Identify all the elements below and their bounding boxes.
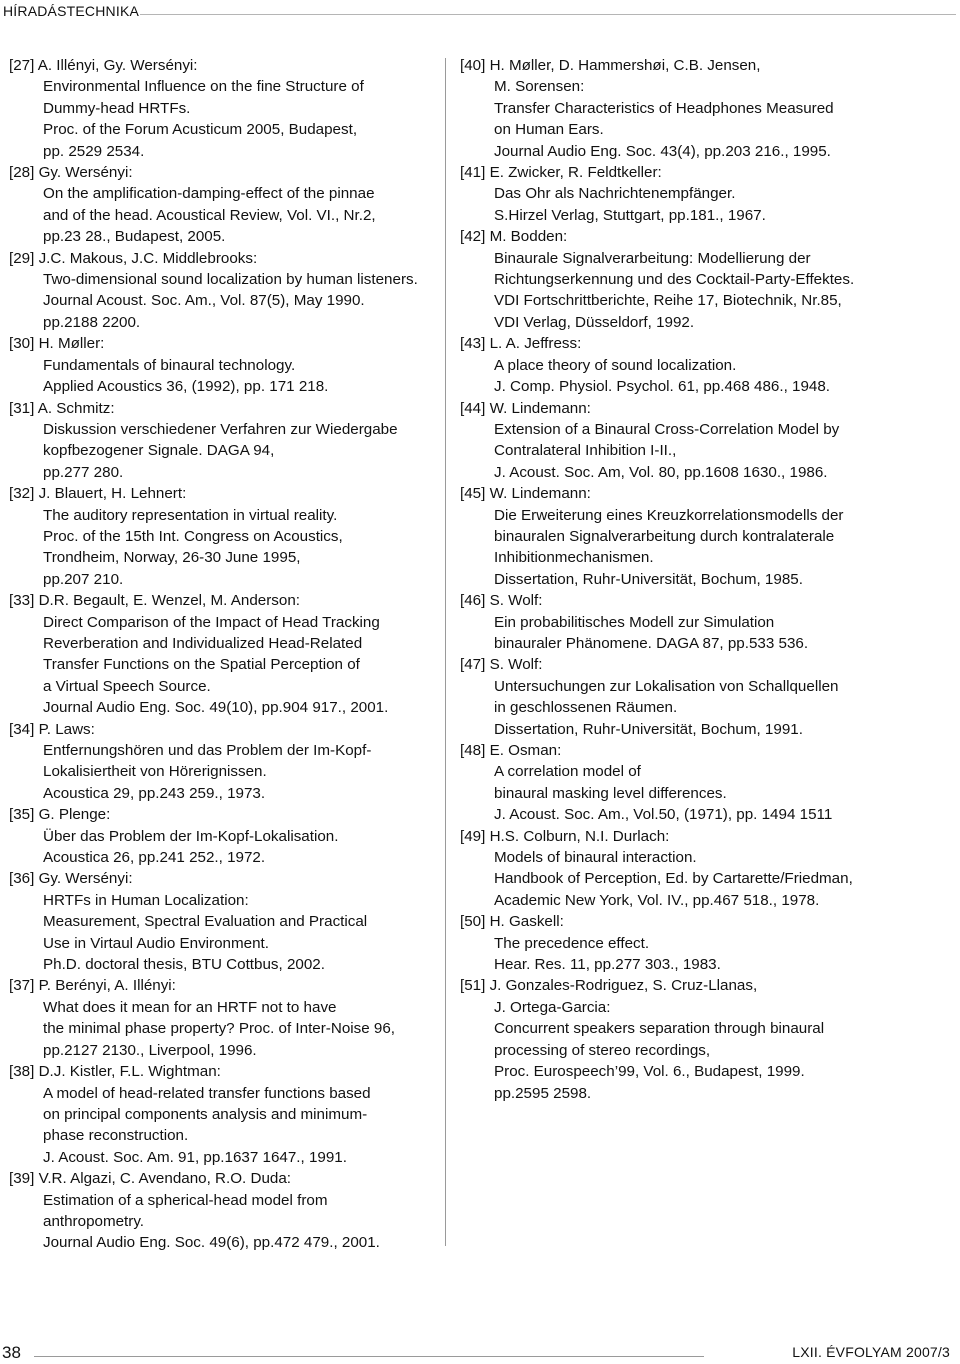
reference-line: pp. 2529 2534. — [43, 142, 145, 160]
reference-line: binaural masking level differences. — [494, 784, 727, 802]
reference-label: [35] — [9, 806, 35, 824]
reference-line: Contralateral Inhibition I-II., — [494, 442, 677, 460]
reference-line: Handbook of Perception, Ed. by Cartarette/Friedman, — [494, 870, 853, 888]
reference-line: Lokalisiertheit von Hörerignissen. — [43, 763, 267, 781]
reference-line: pp.2188 2200. — [43, 313, 141, 331]
reference-entry — [460, 483, 955, 590]
page-header — [0, 0, 960, 26]
references-left-column — [9, 55, 434, 1254]
reference-first-line — [460, 590, 955, 611]
reference-entry — [460, 333, 955, 397]
reference-first-line — [460, 483, 955, 504]
reference-authors: M. Bodden: — [489, 228, 568, 246]
reference-label: [34] — [9, 720, 35, 738]
reference-authors: H. Møller: — [38, 335, 105, 353]
reference-line: Ph.D. doctoral thesis, BTU Cottbus, 2002. — [43, 956, 325, 974]
reference-entry — [9, 333, 434, 397]
reference-line: VDI Fortschrittberichte, Reihe 17, Biotechnik, Nr.85, — [494, 292, 842, 310]
reference-label: [47] — [460, 656, 486, 674]
reference-label: [36] — [9, 870, 35, 888]
reference-label: [32] — [9, 485, 35, 503]
reference-authors: H.S. Colburn, N.I. Durlach: — [489, 827, 670, 845]
reference-line: binauralen Signalverarbeitung durch kontralaterale — [494, 527, 835, 545]
volume-issue: LXII. ÉVFOLYAM 2007/3 — [792, 1344, 950, 1360]
reference-line: Academic New York, Vol. IV., pp.467 518., 1978. — [494, 891, 820, 909]
reference-entry — [9, 804, 434, 868]
reference-authors: H. Gaskell: — [489, 913, 564, 931]
reference-line: pp.23 28., Budapest, 2005. — [43, 228, 226, 246]
reference-authors: A. Illényi, Gy. Wersényi: — [37, 57, 198, 74]
reference-line: Untersuchungen zur Lokalisation von Schallquellen — [494, 677, 839, 695]
reference-line: Measurement, Spectral Evaluation and Practical — [43, 913, 368, 931]
reference-line: Dissertation, Ruhr-Universität, Bochum, 1991. — [494, 720, 803, 738]
reference-label: [38] — [9, 1063, 35, 1081]
reference-line: Acoustica 29, pp.243 259., 1973. — [43, 784, 266, 802]
reference-line: Acoustica 26, pp.241 252., 1972. — [43, 849, 266, 867]
reference-entry — [9, 1168, 434, 1254]
reference-line: pp.2127 2130., Liverpool, 1996. — [43, 1041, 257, 1059]
reference-entry — [460, 398, 955, 484]
reference-line: S.Hirzel Verlag, Stuttgart, pp.181., 1967. — [494, 206, 766, 224]
reference-line: and of the head. Acoustical Review, Vol. VI., Nr.2, — [43, 206, 376, 224]
reference-line: VDI Verlag, Düsseldorf, 1992. — [494, 313, 695, 331]
reference-line: Diskussion verschiedener Verfahren zur Wiedergabe — [43, 420, 398, 438]
reference-line: the minimal phase property? Proc. of Inter-Noise 96, — [43, 1020, 396, 1038]
reference-authors: H. Møller, D. Hammershøi, C.B. Jensen, — [489, 57, 761, 74]
reference-authors: D.J. Kistler, F.L. Wightman: — [38, 1063, 221, 1081]
reference-label: [48] — [460, 742, 486, 759]
reference-entry — [9, 248, 434, 334]
reference-line: Journal Audio Eng. Soc. 49(6), pp.472 479., 2001. — [43, 1234, 380, 1252]
reference-entry — [9, 719, 434, 805]
reference-entry — [460, 226, 955, 333]
reference-entry — [9, 483, 434, 590]
reference-label: [31] — [9, 399, 35, 417]
reference-line: Proc. of the 15th Int. Congress on Acoustics, — [43, 527, 343, 545]
reference-line: J. Acoust. Soc. Am, Vol. 80, pp.1608 1630., 1986. — [494, 463, 828, 481]
reference-authors: Gy. Wersényi: — [38, 870, 133, 888]
reference-authors: G. Plenge: — [38, 806, 111, 824]
reference-entry — [460, 162, 955, 226]
reference-line: The precedence effect. — [494, 934, 650, 952]
references-right-column — [460, 55, 955, 1104]
reference-line: processing of stereo recordings, — [494, 1041, 711, 1059]
reference-label: [50] — [460, 913, 486, 931]
reference-line: Models of binaural interaction. — [494, 849, 697, 867]
reference-line: J. Ortega-Garcia: — [494, 998, 611, 1016]
reference-line: Transfer Characteristics of Headphones Measured — [494, 99, 834, 117]
reference-line: pp.207 210. — [43, 570, 124, 588]
reference-first-line — [9, 590, 434, 611]
reference-entry — [460, 975, 955, 1103]
reference-entry — [460, 826, 955, 912]
reference-line: Concurrent speakers separation through binaural — [494, 1020, 825, 1038]
reference-line: in geschlossenen Räumen. — [494, 699, 678, 717]
reference-entry — [9, 868, 434, 975]
reference-entry — [9, 975, 434, 1061]
reference-line: Über das Problem der Im-Kopf-Lokalisation. — [43, 827, 339, 845]
reference-line: Journal Acoust. Soc. Am., Vol. 87(5), May 1990. — [43, 292, 365, 310]
reference-first-line — [9, 975, 434, 996]
reference-authors: D.R. Begault, E. Wenzel, M. Anderson: — [38, 592, 300, 610]
reference-line: Direct Comparison of the Impact of Head Tracking — [43, 613, 380, 631]
reference-line: on Human Ears. — [494, 121, 604, 139]
reference-line: Two-dimensional sound localization by human listeners. — [43, 271, 418, 289]
reference-line: Trondheim, Norway, 26-30 June 1995, — [43, 549, 301, 567]
reference-entry — [9, 398, 434, 484]
reference-line: Applied Acoustics 36, (1992), pp. 171 218. — [43, 378, 329, 396]
reference-authors: V.R. Algazi, C. Avendano, R.O. Duda: — [38, 1170, 292, 1188]
reference-line: Dissertation, Ruhr-Universität, Bochum, 1985. — [494, 570, 803, 588]
reference-line: What does it mean for an HRTF not to have — [43, 998, 337, 1016]
reference-line: kopfbezogener Signale. DAGA 94, — [43, 442, 275, 460]
header-rule — [140, 14, 956, 15]
page-number: 38 — [2, 1343, 21, 1362]
reference-entry — [460, 911, 955, 975]
reference-line: J. Comp. Physiol. Psychol. 61, pp.468 486., 1948. — [494, 378, 831, 396]
reference-authors: Gy. Wersényi: — [38, 164, 133, 182]
reference-line: binauraler Phänomene. DAGA 87, pp.533 536. — [494, 634, 809, 652]
reference-line: Fundamentals of binaural technology. — [43, 356, 296, 374]
reference-label: [43] — [460, 335, 486, 353]
reference-line: Extension of a Binaural Cross-Correlation Model by — [494, 420, 840, 438]
reference-line: Use in Virtaul Audio Environment. — [43, 934, 269, 952]
reference-line: J. Acoust. Soc. Am., Vol.50, (1971), pp. 1494 1511 — [494, 806, 833, 824]
reference-line: Dummy-head HRTFs. — [43, 99, 191, 117]
reference-first-line — [460, 654, 955, 675]
reference-label: [27] — [9, 57, 35, 74]
reference-authors: E. Zwicker, R. Feldtkeller: — [489, 164, 662, 182]
reference-label: [41] — [460, 164, 486, 182]
reference-line: A model of head-related transfer functions based — [43, 1084, 371, 1102]
reference-label: [29] — [9, 249, 35, 267]
reference-label: [40] — [460, 57, 486, 74]
reference-entry — [460, 590, 955, 654]
reference-line: phase reconstruction. — [43, 1127, 189, 1145]
reference-label: [46] — [460, 592, 486, 610]
reference-line: HRTFs in Human Localization: — [43, 891, 249, 909]
reference-line: Das Ohr als Nachrichtenempfänger. — [494, 185, 736, 203]
reference-line: Ein probabilitisches Modell zur Simulation — [494, 613, 775, 631]
reference-first-line — [460, 975, 955, 996]
reference-authors: W. Lindemann: — [489, 485, 591, 503]
reference-line: Proc. Eurospeech’99, Vol. 6., Budapest, 1999. — [494, 1063, 805, 1081]
reference-first-line — [9, 1168, 434, 1189]
reference-line: M. Sorensen: — [494, 78, 585, 96]
reference-authors: A. Schmitz: — [37, 399, 115, 417]
reference-first-line — [460, 226, 955, 247]
reference-authors: J. Gonzales-Rodriguez, S. Cruz-Llanas, — [489, 977, 758, 995]
reference-first-line — [460, 398, 955, 419]
reference-line: pp.277 280. — [43, 463, 124, 481]
reference-entry — [460, 654, 955, 740]
reference-entry — [9, 55, 434, 162]
reference-authors: W. Lindemann: — [489, 399, 591, 417]
reference-label: [33] — [9, 592, 35, 610]
reference-authors: S. Wolf: — [489, 656, 543, 674]
page-footer — [0, 1340, 960, 1364]
reference-line: Hear. Res. 11, pp.277 303., 1983. — [494, 956, 721, 974]
reference-first-line — [460, 55, 955, 76]
reference-line: Binaurale Signalverarbeitung: Modellierung der — [494, 249, 811, 267]
reference-first-line — [9, 868, 434, 889]
reference-authors: J. Blauert, H. Lehnert: — [38, 485, 187, 503]
reference-line: Transfer Functions on the Spatial Perception of — [43, 656, 360, 674]
reference-line: Proc. of the Forum Acusticum 2005, Budapest, — [43, 121, 358, 139]
reference-entry — [9, 590, 434, 718]
footer-rule — [34, 1356, 704, 1357]
reference-first-line — [9, 162, 434, 183]
reference-line: Environmental Influence on the fine Structure of — [43, 78, 364, 96]
reference-authors: E. Osman: — [489, 742, 562, 759]
column-divider — [445, 58, 446, 1246]
reference-first-line — [9, 333, 434, 354]
reference-first-line — [460, 162, 955, 183]
reference-entry — [460, 740, 955, 826]
reference-line: Entfernungshören und das Problem der Im-Kopf- — [43, 742, 372, 759]
reference-first-line — [460, 333, 955, 354]
reference-first-line — [9, 483, 434, 504]
reference-line: Inhibitionmechanismen. — [494, 549, 654, 567]
reference-entry — [9, 162, 434, 248]
reference-line: a Virtual Speech Source. — [43, 677, 211, 695]
reference-line: J. Acoust. Soc. Am. 91, pp.1637 1647., 1991. — [43, 1148, 347, 1166]
reference-first-line — [9, 398, 434, 419]
reference-label: [49] — [460, 827, 486, 845]
reference-line: Reverberation and Individualized Head-Related — [43, 634, 363, 652]
reference-line: Richtungserkennung und des Cocktail-Party-Effektes. — [494, 271, 855, 289]
reference-first-line — [9, 248, 434, 269]
reference-line: Journal Audio Eng. Soc. 43(4), pp.203 216., 1995. — [494, 142, 831, 160]
reference-authors: J.C. Makous, J.C. Middlebrooks: — [38, 249, 258, 267]
reference-first-line — [9, 1061, 434, 1082]
reference-entry — [9, 1061, 434, 1168]
reference-first-line — [9, 719, 434, 740]
reference-label: [28] — [9, 164, 35, 182]
reference-first-line — [460, 740, 955, 761]
reference-label: [39] — [9, 1170, 35, 1188]
reference-line: On the amplification-damping-effect of the pinnae — [43, 185, 375, 203]
reference-line: on principal components analysis and minimum- — [43, 1105, 368, 1123]
reference-first-line — [460, 911, 955, 932]
reference-line: A place theory of sound localization. — [494, 356, 737, 374]
reference-entry — [460, 55, 955, 162]
reference-label: [45] — [460, 485, 486, 503]
reference-line: pp.2595 2598. — [494, 1084, 592, 1102]
reference-line: anthropometry. — [43, 1212, 145, 1230]
reference-authors: S. Wolf: — [489, 592, 543, 610]
reference-label: [42] — [460, 228, 486, 246]
reference-line: Journal Audio Eng. Soc. 49(10), pp.904 917., 2001. — [43, 699, 389, 717]
reference-line: The auditory representation in virtual reality. — [43, 506, 338, 524]
reference-authors: L. A. Jeffress: — [489, 335, 582, 353]
reference-label: [37] — [9, 977, 35, 995]
reference-label: [51] — [460, 977, 486, 995]
reference-line: Estimation of a spherical-head model from — [43, 1191, 328, 1209]
reference-authors: P. Laws: — [38, 720, 95, 738]
reference-line: A correlation model of — [494, 763, 641, 781]
journal-title: HÍRADÁSTECHNIKA — [3, 3, 140, 19]
reference-authors: P. Berényi, A. Illényi: — [38, 977, 176, 995]
reference-first-line — [460, 826, 955, 847]
reference-first-line — [9, 804, 434, 825]
reference-line: Die Erweiterung eines Kreuzkorrelationsmodells der — [494, 506, 844, 524]
reference-label: [44] — [460, 399, 486, 417]
reference-first-line — [9, 55, 434, 76]
reference-label: [30] — [9, 335, 35, 353]
